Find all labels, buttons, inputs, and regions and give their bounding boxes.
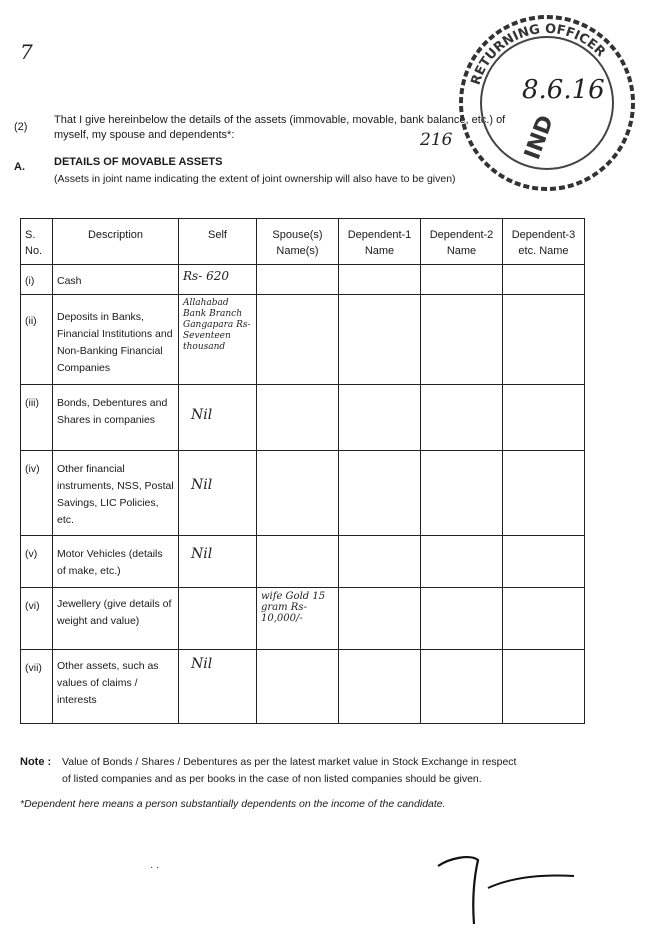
stamp-date: 8.6.16 [522, 75, 605, 105]
row-self-value: Nil [179, 385, 257, 451]
row-spouse-value [257, 536, 339, 588]
signature-icon [430, 848, 580, 928]
section-intro-line2: myself, my spouse and dependents*: [54, 129, 235, 141]
row-description: Jewellery (give details of weight and value) [53, 588, 179, 650]
row-spouse-value [257, 650, 339, 724]
row-self-value: Allahabad Bank Branch Gangapara Rs-Seventeen thousand [179, 295, 257, 385]
note-label: Note : [20, 756, 52, 768]
row-number: (vii) [21, 650, 53, 724]
row-dependent-2 [421, 650, 503, 724]
row-dependent-3 [503, 536, 585, 588]
row-dependent-3 [503, 265, 585, 295]
row-description: Other assets, such as values of claims / interests [53, 650, 179, 724]
note-text [62, 754, 622, 788]
row-dependent-1 [339, 536, 421, 588]
row-spouse-value: wife Gold 15 gram Rs- 10,000/- [257, 588, 339, 650]
handwritten-page-number: 216 [420, 130, 453, 150]
row-description: Motor Vehicles (details of make, etc.) [53, 536, 179, 588]
row-dependent-1 [339, 295, 421, 385]
row-self-value: Nil [179, 536, 257, 588]
table-row [21, 265, 585, 295]
header-sno: S. No. [21, 219, 53, 265]
row-dependent-2 [421, 451, 503, 536]
table-header-row [21, 219, 585, 265]
table-row [21, 295, 585, 385]
row-number: (ii) [21, 295, 53, 385]
header-description: Description [53, 219, 179, 265]
header-dependent-1: Dependent-1 Name [339, 219, 421, 265]
row-dependent-2 [421, 536, 503, 588]
row-dependent-1 [339, 265, 421, 295]
table-row [21, 536, 585, 588]
row-description: Other financial instruments, NSS, Postal Savings, LIC Policies, etc. [53, 451, 179, 536]
page-mark: 7 [20, 40, 33, 64]
footnote: *Dependent here means a person substantially dependents on the income of the candidate. [20, 798, 446, 810]
row-description: Bonds, Debentures and Shares in companies [53, 385, 179, 451]
row-dependent-2 [421, 265, 503, 295]
row-self-value: Nil [179, 650, 257, 724]
row-number: (iv) [21, 451, 53, 536]
stamp-text-top: RETURNING OFFICER [468, 21, 608, 87]
table-row [21, 451, 585, 536]
row-dependent-3 [503, 385, 585, 451]
table-row [21, 650, 585, 724]
row-dependent-2 [421, 588, 503, 650]
table-row [21, 588, 585, 650]
row-description: Cash [53, 265, 179, 295]
row-dependent-3 [503, 451, 585, 536]
section-intro-line1: That I give hereinbelow the details of the assets (immovable, movable, bank balance, etc.) of [54, 114, 506, 126]
row-dependent-3 [503, 295, 585, 385]
section-letter: A. [14, 161, 25, 173]
row-dependent-1 [339, 588, 421, 650]
row-dependent-1 [339, 385, 421, 451]
row-self-value: Nil [179, 451, 257, 536]
row-spouse-value [257, 265, 339, 295]
row-self-value: Rs- 620 [179, 265, 257, 295]
section-number: (2) [14, 121, 28, 133]
row-description: Deposits in Banks, Financial Institutions and Non-Banking Financial Companies [53, 295, 179, 385]
note-line1: Value of Bonds / Shares / Debentures as per the latest market value in Stock Exchange in respect [62, 756, 517, 768]
header-dependent-3: Dependent-3 etc. Name [503, 219, 585, 265]
row-dependent-2 [421, 295, 503, 385]
stray-mark: · · [150, 862, 160, 873]
stamp-text-center: IND [520, 112, 559, 163]
header-dependent-2: Dependent-2 Name [421, 219, 503, 265]
row-number: (iii) [21, 385, 53, 451]
official-stamp-icon [452, 8, 642, 198]
row-number: (v) [21, 536, 53, 588]
movable-assets-table [20, 218, 585, 724]
row-dependent-1 [339, 451, 421, 536]
note-line2: of listed companies and as per books in the case of non listed companies should be given. [62, 773, 482, 785]
row-dependent-3 [503, 588, 585, 650]
header-spouse: Spouse(s) Name(s) [257, 219, 339, 265]
table-row [21, 385, 585, 451]
row-dependent-2 [421, 385, 503, 451]
row-number: (i) [21, 265, 53, 295]
row-self-value [179, 588, 257, 650]
row-spouse-value [257, 295, 339, 385]
row-number: (vi) [21, 588, 53, 650]
row-spouse-value [257, 451, 339, 536]
header-self: Self [179, 219, 257, 265]
row-dependent-1 [339, 650, 421, 724]
row-spouse-value [257, 385, 339, 451]
section-subtitle: (Assets in joint name indicating the extent of joint ownership will also have to be given) [54, 173, 456, 185]
section-title: DETAILS OF MOVABLE ASSETS [54, 156, 223, 168]
row-dependent-3 [503, 650, 585, 724]
